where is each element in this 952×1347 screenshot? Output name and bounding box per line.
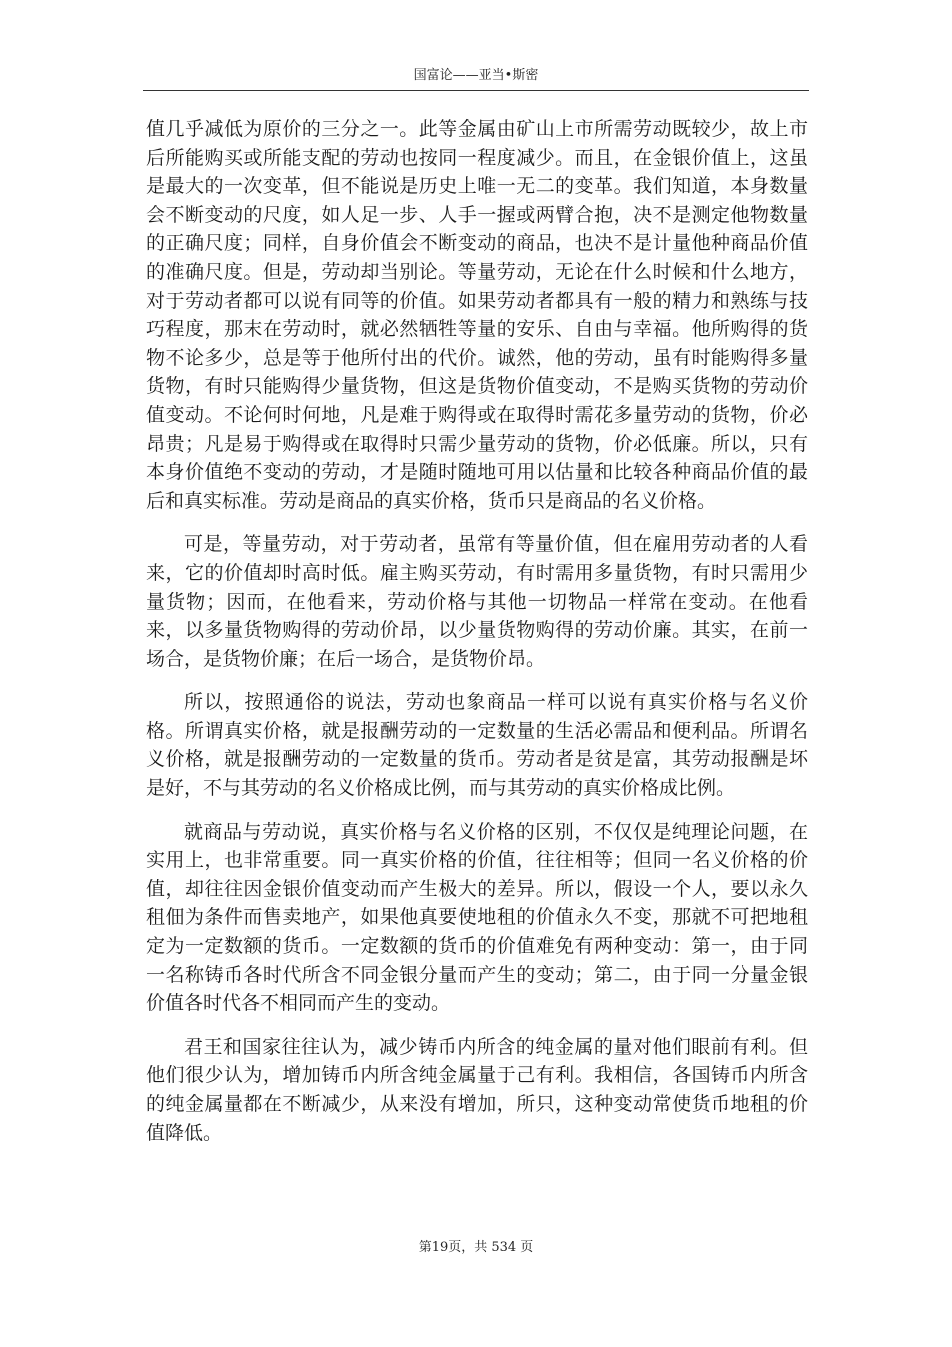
paragraph-4: 就商品与劳动说，真实价格与名义价格的区别，不仅仅是纯理论问题，在实用上，也非常重要。同一真实价格的价值，往往相等；但同一名义价格的价值，却往往因金银价值变动而产生极大的差异。所以，假设一个人，要以永久租佃为条件而售卖地产，如果他真要使地租的价值永久不变，那就不可把地租定为一定数额的货币。一定数额的货币的价值难免有两种变动：第一，由于同一名称铸币各时代所含不同金银分量而产生的变动；第二，由于同一分量金银价值各时代各不相同而产生的变动。	[146, 820, 808, 1015]
paragraph-1: 值几乎减低为原价的三分之一。此等金属由矿山上市所需劳动既较少，故上市后所能购买或所能支配的劳动也按同一程度减少。而且，在金银价值上，这虽是最大的一次变革，但不能说是历史上唯一无二的变革。我们知道，本身数量会不断变动的尺度，如人足一步、人手一握或两臂合抱，决不是测定他物数量的正确尺度；同样，自身价值会不断变动的商品，也决不是计量他种商品价值的准确尺度。但是，劳动却当别论。等量劳动，无论在什么时候和什么地方，对于劳动者都可以说有同等的价值。如果劳动者都具有一般的精力和熟练与技巧程度，那末在劳动时，就必然牺牲等量的安乐、自由与幸福。他所购得的货物不论多少，总是等于他所付出的代价。诚然，他的劳动，虽有时能购得多量货物，有时只能购得少量货物，但这是货物价值变动，不是购买货物的劳动价值变动。不论何时何地，凡是难于购得或在取得时需花多量劳动的货物，价必昂贵；凡是易于购得或在取得时只需少量劳动的货物，价必低廉。所以，只有本身价值绝不变动的劳动，才是随时随地可用以估量和比较各种商品价值的最后和真实标准。劳动是商品的真实价格，货币只是商品的名义价格。	[146, 118, 808, 512]
paragraph-3: 所以，按照通俗的说法，劳动也象商品一样可以说有真实价格与名义价格。所谓真实价格，就是报酬劳动的一定数量的生活必需品和便利品。所谓名义价格，就是报酬劳动的一定数量的货币。劳动者是贫是富，其劳动报酬是坏是好，不与其劳动的名义价格成比例，而与其劳动的真实价格成比例。	[146, 691, 808, 800]
page-number-footer: 第19页，共 534 页	[418, 1240, 534, 1255]
header-divider	[143, 90, 809, 91]
paragraph-5: 君王和国家往往认为，减少铸币内所含的纯金属的量对他们眼前有利。但他们很少认为，增加铸币内所含纯金属量于己有利。我相信，各国铸币内所含的纯金属量都在不断减少，从来没有增加，所只，这种变动常使货币地租的价值降低。	[146, 1035, 808, 1144]
page-body	[146, 115, 808, 1147]
paragraph-2: 可是，等量劳动，对于劳动者，虽常有等量价值，但在雇用劳动者的人看来，它的价值却时高时低。雇主购买劳动，有时需用多量货物，有时只需用少量货物；因而，在他看来，劳动价格与其他一切物品一样常在变动。在他看来，以多量货物购得的劳动价昂，以少量货物购得的劳动价廉。其实，在前一场合，是货物价廉；在后一场合，是货物价昂。	[146, 533, 808, 670]
running-header: 国富论——亚当•斯密	[413, 68, 539, 83]
